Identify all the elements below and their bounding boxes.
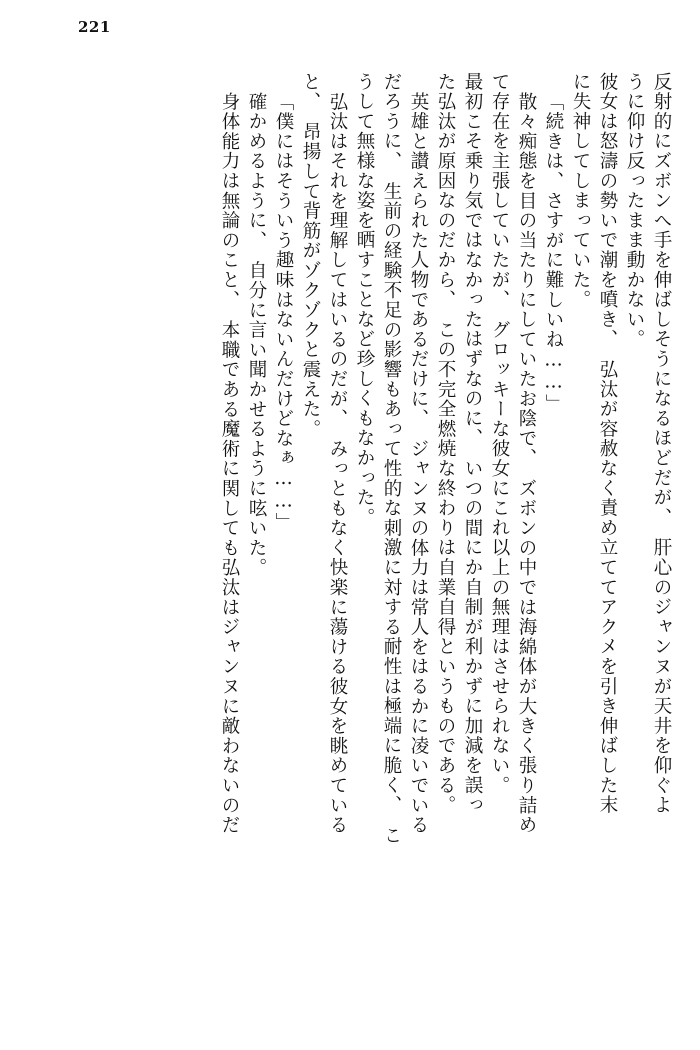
text-column: 「僕にはそういう趣味はないんだけどなぁ……」 [273,92,294,533]
text-column: 反射的にズボンへ手を伸ばしそうになるほどだが、 肝心のジャンヌが天井を仰ぐよ [651,72,672,816]
text-column: た弘汰が原因なのだから、 この不完全燃焼な終わりは自業自得というものである。 [435,72,456,816]
text-column: 最初こそ乗り気ではなかったはずなのに、 いつの間にか自制が利かずに加減を誤っ [462,72,483,816]
page-number: 221 [78,18,111,36]
text-column: だろうに、 生前の経験不足の影響もあって性的な刺激に対する耐性は極端に脆く、 こ [381,72,402,846]
text-column: 英雄と讃えられた人物であるだけに、 ジャンヌの体力は常人をはるかに凌いでいる [408,92,429,836]
text-column: 確かめるように、 自分に言い聞かせるように呟いた。 [246,92,267,578]
vertical-text-body [34,72,670,1002]
text-column: に失神してしまっていた。 [570,72,591,310]
text-column: て存在を主張していたが、 グロッキーな彼女にこれ以上の無理はさせられない。 [489,72,510,796]
text-column: うに仰け反ったまま動かない。 [624,72,645,350]
text-column: と、 昂揚して背筋がゾクゾクと震えた。 [300,72,321,439]
text-column: 散々痴態を目の当たりにしていたお陰で、 ズボンの中では海綿体が大きく張り詰め [516,92,537,836]
text-column: 「続きは、さすがに難しいね……」 [543,92,564,414]
text-column: うして無様な姿を晒すことなど珍しくもなかった。 [354,72,375,528]
text-column: 弘汰はそれを理解してはいるのだが、 みっともなく快楽に蕩ける彼女を眺めている [327,92,348,836]
text-column: 身体能力は無論のこと、 本職である魔術に関しても弘汰はジャンヌに敵わないのだ [219,92,240,836]
text-column: 彼女は怒濤の勢いで潮を噴き、 弘汰が容赦なく責め立ててアクメを引き伸ばした末 [597,72,618,816]
